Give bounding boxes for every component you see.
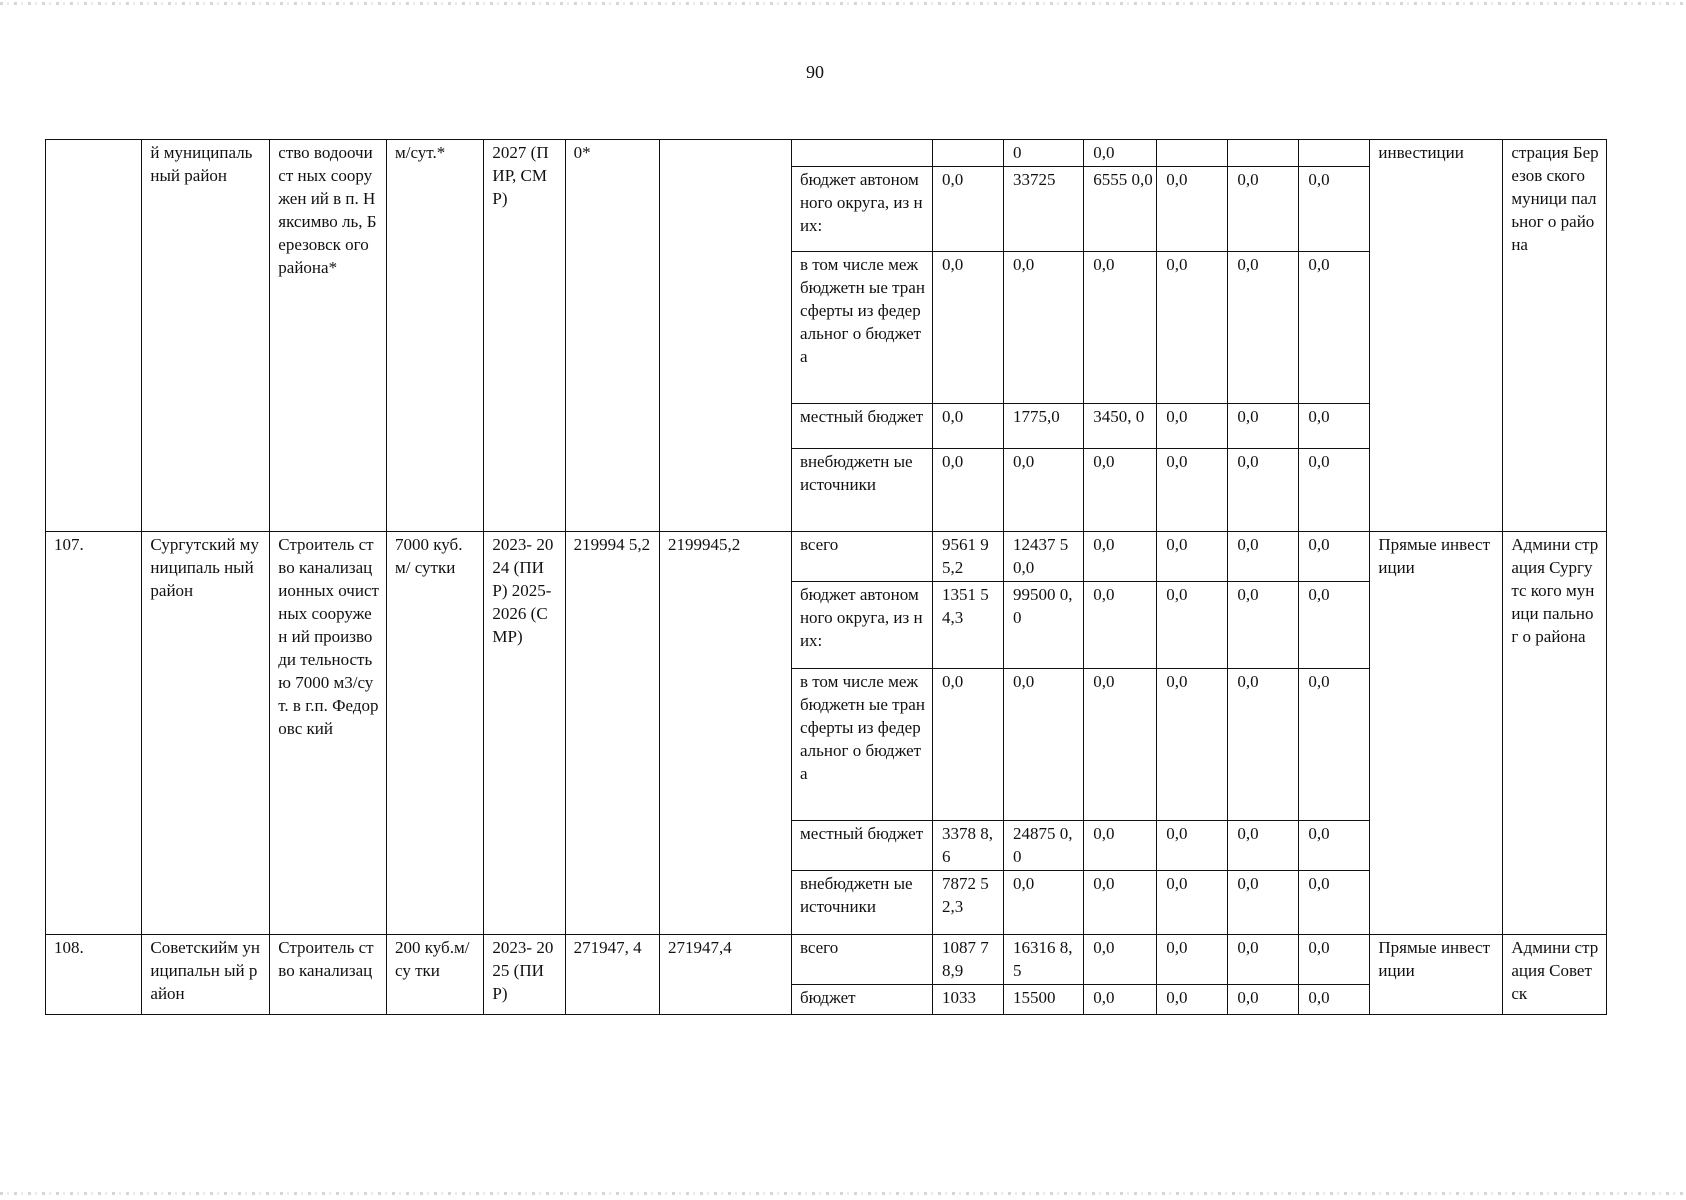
amount-cell: 0,0 — [1228, 252, 1299, 404]
amount-cell: 7872 52,3 — [933, 871, 1004, 935]
scan-edge-bottom — [0, 1192, 1686, 1195]
amount-cell: 1033 — [933, 985, 1004, 1015]
amount-cell: 0,0 — [1157, 669, 1228, 821]
amount-cell: 0,0 — [1228, 821, 1299, 871]
amount-cell: 0,0 — [1299, 167, 1370, 252]
funding-source-cell: местный бюджет — [791, 821, 932, 871]
investment-table — [45, 139, 1607, 1015]
document-sheet — [45, 139, 1607, 1055]
amount-cell: 33725 — [1004, 167, 1084, 252]
investment-method-cell: Прямые инвестиции — [1370, 935, 1503, 1015]
amount-cell: 0,0 — [933, 404, 1004, 449]
amount-cell: 0,0 — [1299, 821, 1370, 871]
amount-cell: 0,0 — [1299, 532, 1370, 582]
municipality-cell: й муниципаль ный район — [142, 140, 270, 532]
investment-method-cell: инвестиции — [1370, 140, 1503, 532]
capacity-cell: 200 куб.м/су тки — [387, 935, 484, 1015]
amount-cell: 0,0 — [1299, 985, 1370, 1015]
amount-cell: 0,0 — [1228, 669, 1299, 821]
remaining-cost-cell — [660, 140, 792, 532]
row-number-cell: 107. — [46, 532, 142, 935]
funding-source-cell: бюджет автономного округа, из них: — [791, 582, 932, 669]
amount-cell: 0,0 — [933, 669, 1004, 821]
amount-cell: 1775,0 — [1004, 404, 1084, 449]
amount-cell: 0,0 — [1228, 871, 1299, 935]
scan-edge-top — [0, 2, 1686, 5]
amount-cell: 24875 0,0 — [1004, 821, 1084, 871]
funding-source-cell: внебюджетн ые источники — [791, 449, 932, 532]
funding-source-cell: всего — [791, 935, 932, 985]
amount-cell: 0,0 — [1157, 821, 1228, 871]
funding-source-cell: бюджет автономного округа, из них: — [791, 167, 932, 252]
amount-cell: 0,0 — [1004, 871, 1084, 935]
amount-cell: 0,0 — [1004, 669, 1084, 821]
amount-cell: 0,0 — [1157, 404, 1228, 449]
amount-cell: 16316 8,5 — [1004, 935, 1084, 985]
amount-cell: 0,0 — [1157, 985, 1228, 1015]
amount-cell: 1087 78,9 — [933, 935, 1004, 985]
period-cell: 2023- 2024 (ПИР) 2025- 2026 (СМР) — [484, 532, 565, 935]
funding-source-cell: в том числе межбюджетн ые трансферты из федеральног о бюджета — [791, 669, 932, 821]
amount-cell: 0,0 — [1299, 935, 1370, 985]
funding-source-cell — [791, 140, 932, 167]
amount-cell: 0,0 — [1228, 167, 1299, 252]
table-row — [46, 140, 1607, 167]
row-number-cell: 108. — [46, 935, 142, 1015]
amount-cell: 0,0 — [1228, 935, 1299, 985]
amount-cell: 0,0 — [1157, 252, 1228, 404]
amount-cell — [933, 140, 1004, 167]
amount-cell: 0,0 — [1157, 582, 1228, 669]
table-row — [46, 532, 1607, 582]
amount-cell: 15500 — [1004, 985, 1084, 1015]
amount-cell: 0,0 — [1084, 582, 1157, 669]
cost-cell: 0* — [565, 140, 659, 532]
funding-source-cell: всего — [791, 532, 932, 582]
amount-cell: 0,0 — [933, 449, 1004, 532]
amount-cell: 0,0 — [1084, 871, 1157, 935]
amount-cell: 0,0 — [1299, 404, 1370, 449]
amount-cell: 0,0 — [1084, 935, 1157, 985]
remaining-cost-cell: 271947,4 — [660, 935, 792, 1015]
amount-cell: 0,0 — [1084, 532, 1157, 582]
funding-source-cell: местный бюджет — [791, 404, 932, 449]
funding-source-cell: внебюджетн ые источники — [791, 871, 932, 935]
responsible-cell: Админи страция Сургутс кого муници пальног о района — [1503, 532, 1607, 935]
amount-cell: 0,0 — [1299, 252, 1370, 404]
amount-cell: 0,0 — [1299, 871, 1370, 935]
amount-cell — [1228, 140, 1299, 167]
responsible-cell: Админи страция Советск — [1503, 935, 1607, 1015]
period-cell: 2023- 2025 (ПИР) — [484, 935, 565, 1015]
object-cell: ство водоочист ных сооружен ий в п. Няксимво ль, Березовск ого района* — [270, 140, 387, 532]
amount-cell: 0,0 — [1228, 532, 1299, 582]
amount-cell: 12437 50,0 — [1004, 532, 1084, 582]
amount-cell: 0,0 — [1228, 404, 1299, 449]
amount-cell: 0,0 — [1157, 449, 1228, 532]
funding-source-cell: бюджет — [791, 985, 932, 1015]
amount-cell: 0,0 — [1084, 252, 1157, 404]
amount-cell: 0,0 — [1299, 449, 1370, 532]
capacity-cell: м/сут.* — [387, 140, 484, 532]
amount-cell: 0,0 — [1157, 167, 1228, 252]
amount-cell: 0,0 — [1157, 532, 1228, 582]
object-cell: Строитель ство канализац — [270, 935, 387, 1015]
amount-cell: 99500 0,0 — [1004, 582, 1084, 669]
amount-cell: 0,0 — [1157, 935, 1228, 985]
amount-cell: 0,0 — [1084, 140, 1157, 167]
amount-cell: 9561 95,2 — [933, 532, 1004, 582]
amount-cell: 0,0 — [1299, 582, 1370, 669]
funding-source-cell: в том числе межбюджетн ые трансферты из федеральног о бюджета — [791, 252, 932, 404]
investment-method-cell: Прямые инвестиции — [1370, 532, 1503, 935]
amount-cell: 0,0 — [1299, 669, 1370, 821]
capacity-cell: 7000 куб.м/ сутки — [387, 532, 484, 935]
amount-cell: 0,0 — [1004, 252, 1084, 404]
amount-cell: 0,0 — [1084, 985, 1157, 1015]
object-cell: Строитель ство канализац ионных очистных сооружен ий производи тельность ю 7000 м3/сут. в г.п. Федоровс кий — [270, 532, 387, 935]
cost-cell: 271947, 4 — [565, 935, 659, 1015]
remaining-cost-cell: 2199945,2 — [660, 532, 792, 935]
amount-cell: 0,0 — [1004, 449, 1084, 532]
row-number-cell — [46, 140, 142, 532]
amount-cell: 0,0 — [1084, 669, 1157, 821]
amount-cell — [1157, 140, 1228, 167]
amount-cell — [1299, 140, 1370, 167]
amount-cell: 0,0 — [1084, 449, 1157, 532]
table-row — [46, 935, 1607, 985]
amount-cell: 1351 54,3 — [933, 582, 1004, 669]
amount-cell: 0 — [1004, 140, 1084, 167]
municipality-cell: Сургутский муниципаль ный район — [142, 532, 270, 935]
amount-cell: 3450, 0 — [1084, 404, 1157, 449]
period-cell: 2027 (ПИР, СМР) — [484, 140, 565, 532]
amount-cell: 0,0 — [1228, 985, 1299, 1015]
cost-cell: 219994 5,2 — [565, 532, 659, 935]
amount-cell: 0,0 — [1228, 449, 1299, 532]
amount-cell: 3378 8,6 — [933, 821, 1004, 871]
table-body — [46, 140, 1607, 1015]
amount-cell: 0,0 — [933, 167, 1004, 252]
amount-cell: 0,0 — [1157, 871, 1228, 935]
amount-cell: 6555 0,0 — [1084, 167, 1157, 252]
municipality-cell: Советскийм униципальн ый район — [142, 935, 270, 1015]
page-number: 90 — [806, 62, 824, 82]
responsible-cell: страция Березов ского муници пальног о района — [1503, 140, 1607, 532]
amount-cell: 0,0 — [933, 252, 1004, 404]
amount-cell: 0,0 — [1228, 582, 1299, 669]
amount-cell: 0,0 — [1084, 821, 1157, 871]
